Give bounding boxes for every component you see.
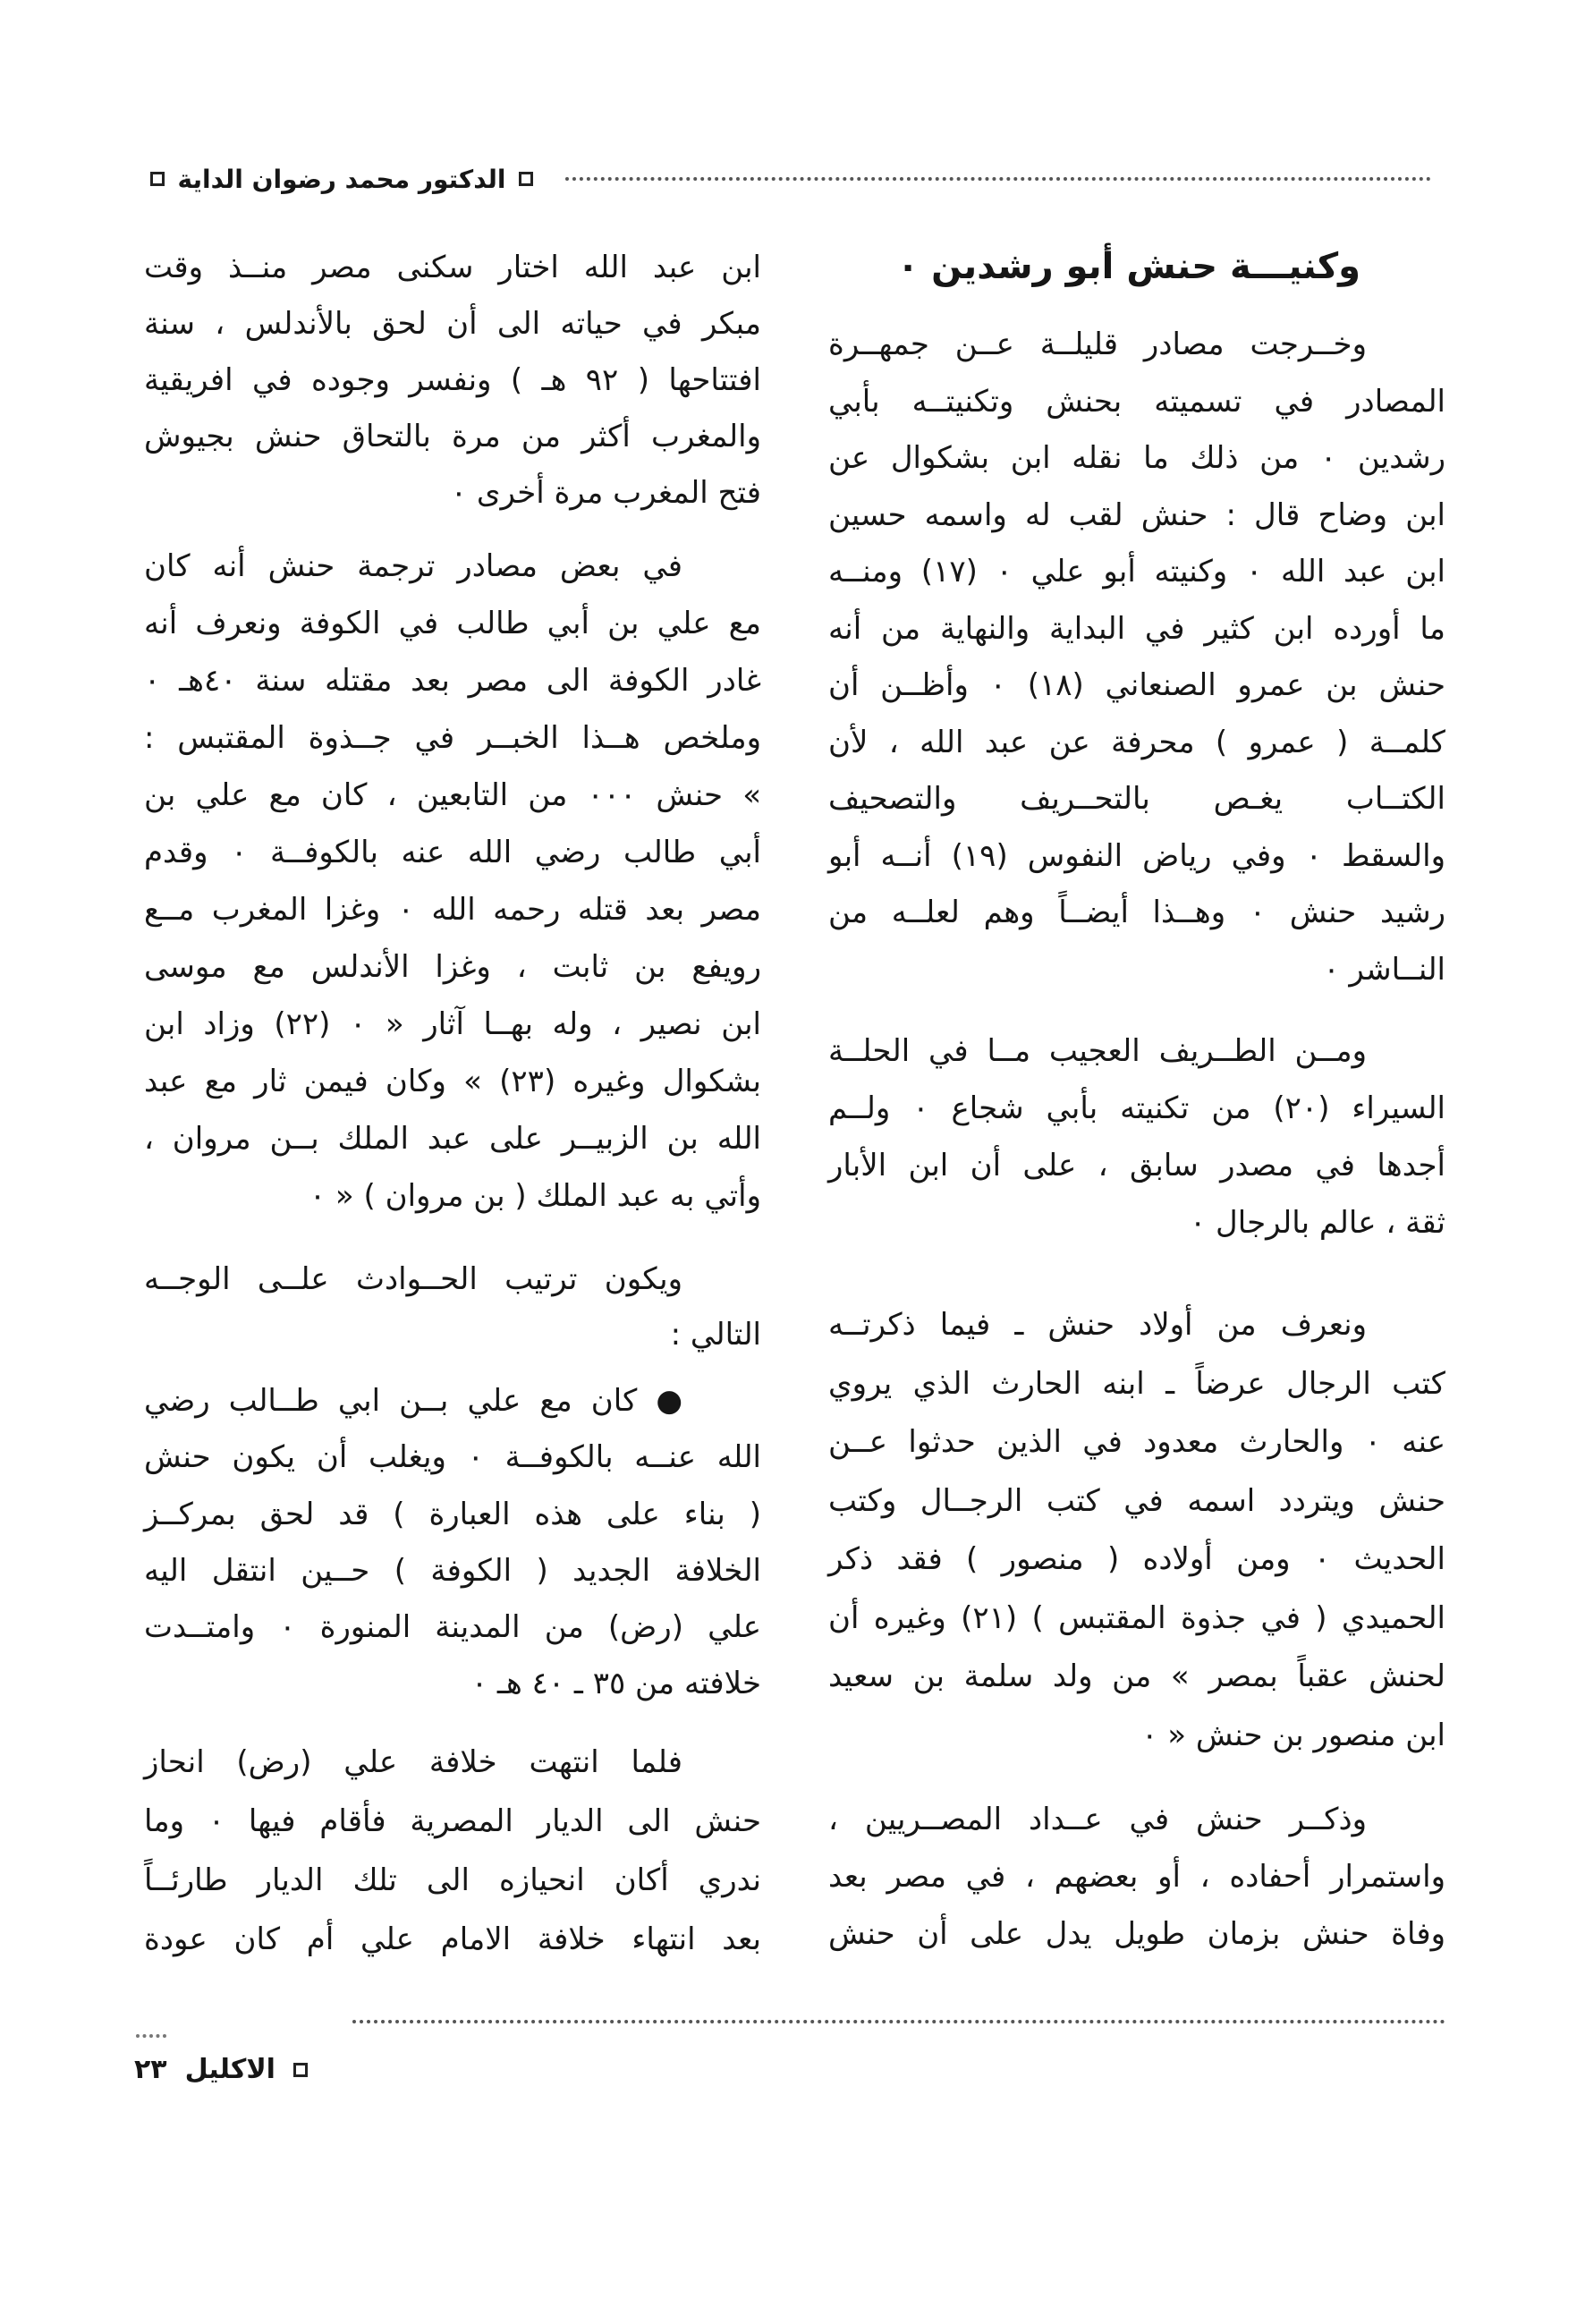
text-line: مبكر في حياته الى أن لحق بالأندلس ، سنة — [144, 306, 761, 342]
text-line: الله بن الزبيــر على عبد الملك بــن مروان ، — [144, 1121, 761, 1157]
text-line: كلمــة ( عمرو ) محرفة عن عبد الله ، لأن — [828, 724, 1445, 760]
text-line: والمغرب أكثر من مرة بالتحاق حنش بجيوش — [144, 419, 761, 454]
text-line: الحديث ٠ ومن أولاده ( منصور ) فقد ذكر — [828, 1541, 1445, 1577]
text-line: أجدها في مصدر سابق ، على أن ابن الأبار — [828, 1148, 1445, 1183]
right-column — [828, 0, 1445, 2324]
paragraph — [144, 240, 761, 522]
paragraph — [828, 1791, 1445, 1963]
magazine-name: الاكليل — [184, 2054, 275, 2085]
text-line: رويفع بن ثابت ، وغزا الأندلس مع موسى — [144, 949, 761, 985]
text-line: ونعرف من أولاد حنش ـ فيما ذكرتــه — [828, 1307, 1367, 1343]
text-line: « حنش ٠٠٠ من التابعين ، كان مع علي بن — [144, 777, 762, 813]
section-title: وكنيـــة حنش أبو رشدين ٠ — [896, 246, 1360, 287]
text-line: حنش الى الديار المصرية فأقام فيها ٠ وما — [144, 1803, 761, 1839]
text-line: خلافته من ٣٥ ـ ٤٠ هـ ٠ — [470, 1666, 761, 1702]
text-line: وخــرجت مصادر قليلــة عــن جمهــرة — [828, 327, 1367, 362]
text-line: بشكوال وغيره (٢٣) « وكان فيمن ثار مع عبد — [144, 1064, 761, 1099]
quote-mark: « — [1170, 1658, 1190, 1694]
text-line: مع علي بن أبي طالب في الكوفة ونعرف أنه — [144, 606, 761, 641]
text-line: التالي : — [670, 1317, 761, 1353]
paragraph — [828, 1296, 1445, 1765]
bullet-paragraph — [144, 1373, 761, 1713]
running-footer — [134, 2054, 308, 2085]
text-line: بعد انتهاء خلافة الامام علي أم كان عودة — [144, 1921, 761, 1957]
footer-dotted-rule-short — [136, 2034, 166, 2038]
text-line: السيراء (٢٠) من تكنيته بأبي شجاع ٠ ولــم — [828, 1090, 1445, 1126]
text-line: ما أورده ابن كثير في البداية والنهاية من أنه — [828, 610, 1445, 647]
text-line: ومــن الطــريف العجيب مــا في الحلــة — [828, 1033, 1367, 1069]
text-line: وفاة حنش بزمان طويل يدل على أن حنش — [828, 1916, 1445, 1952]
page-number: ٢٣ — [134, 2054, 167, 2085]
square-bullet-icon — [293, 2063, 308, 2077]
text-line: ابن وضاح قال : حنش لقب له واسمه حسين — [828, 496, 1445, 533]
text-line: ( بناء على هذه العبارة ) قد لحق بمركــز — [144, 1496, 761, 1532]
quote-mark: « — [463, 1064, 482, 1099]
text-line: ابن منصور بن حنش » ٠ — [1141, 1717, 1445, 1753]
text-line: الحميدي ( في جذوة المقتبس ) (٢١) وغيره أن — [828, 1599, 1446, 1636]
quote-mark: » — [335, 1178, 354, 1214]
text-line: ابن عبد الله اختار سكنى مصر منــذ وقت — [144, 250, 761, 285]
text-line: وأتي به عبد الملك ( بن مروان ) » ٠ — [309, 1178, 761, 1214]
paragraph — [828, 1022, 1445, 1251]
text-line: ندري أكان انحيازه الى تلك الديار طارئــاً — [144, 1862, 761, 1898]
text-line: فتح المغرب مرة أخرى ٠ — [450, 475, 761, 511]
text-line: مصر بعد قتله رحمه الله ٠ وغزا المغرب مــع — [144, 892, 761, 928]
text-line: الله عنــه بالكوفــة ٠ ويغلب أن يكون حنش — [144, 1439, 761, 1476]
text-line: ويكون ترتيب الحــوادث علــى الوجــه — [144, 1261, 682, 1297]
text-line: المصادر في تسميته بحنش وتكنيتــه بأبي — [828, 383, 1445, 420]
text-line: واستمرار أحفاده ، أو بعضهم ، في مصر بعد — [828, 1859, 1445, 1895]
text-line: ابن نصير ، وله بهــا آثار » ٠ (٢٢) وزاد ابن — [144, 1006, 761, 1042]
text-line: كتب الرجال عرضاً ـ ابنه الحارث الذي يروي — [828, 1365, 1445, 1402]
quote-mark: « — [742, 777, 762, 813]
text-line: أبي طالب رضي الله عنه بالكوفــة ٠ وقدم — [144, 835, 761, 870]
text-line: غادر الكوفة الى مصر بعد مقتله سنة ٤٠هـ ٠ — [144, 663, 761, 699]
text-line: ابن عبد الله ٠ وكنيته أبو علي ٠ (١٧) ومنــه — [828, 554, 1445, 589]
paragraph — [144, 1251, 761, 1362]
paragraph — [144, 1733, 761, 1969]
text-line: فلما انتهت خلافة علي (رض) انحاز — [144, 1744, 682, 1780]
text-line: الخلافة الجديد ( الكوفة ) حــين انتقل اليه — [144, 1552, 761, 1589]
text-line: حنش ويتردد اسمه في كتب الرجــال وكتب — [828, 1482, 1445, 1519]
text-line: علي (رض) من المدينة المنورة ٠ وامتــدت — [144, 1609, 761, 1646]
text-line: عنه ٠ والحارث معدود في الذين حدثوا عــن — [828, 1424, 1445, 1460]
text-line: والسقط ٠ وفي رياض النفوس (١٩) أنــه أبو — [828, 837, 1445, 874]
text-line: في بعض مصادر ترجمة حنش أنه كان — [144, 548, 682, 584]
left-column — [144, 0, 761, 2324]
text-line: رشيد حنش ٠ وهــذا أيضــاً وهم لعلــه من — [828, 895, 1446, 930]
quote-mark: » — [1167, 1717, 1187, 1753]
text-line: الكتــاب يغـص بالتحــريف والتصحيف — [828, 781, 1445, 817]
paragraph — [828, 317, 1445, 998]
text-line: النــاشر ٠ — [1323, 951, 1445, 988]
text-line: وذكــر حنش في عــداد المصــريين ، — [828, 1802, 1367, 1837]
text-line: ● كان مع علي بــن ابي طــالب رضي — [144, 1383, 682, 1419]
text-line: لحنش عقباً بمصر « من ولد سلمة بن سعيد — [828, 1658, 1445, 1694]
text-line: وملخص هــذا الخبــر في جــذوة المقتبس : — [144, 720, 761, 756]
text-line: افتتاحها ( ٩٢ هـ ) ونفسر وجوده في افريقية — [144, 362, 761, 398]
text-line: رشدين ٠ من ذلك ما نقله ابن بشكوال عن — [828, 440, 1445, 476]
footer-dotted-rule — [352, 2020, 1445, 2023]
text-line: ثقة ، عالم بالرجال ٠ — [1189, 1205, 1445, 1241]
header-author: الدكتور محمد رضوان الداية — [177, 164, 506, 194]
quote-mark: » — [385, 1006, 404, 1042]
text-line: حنش بن عمرو الصنعاني (١٨) ٠ وأظــن أن — [828, 667, 1446, 703]
paragraph — [144, 538, 761, 1225]
